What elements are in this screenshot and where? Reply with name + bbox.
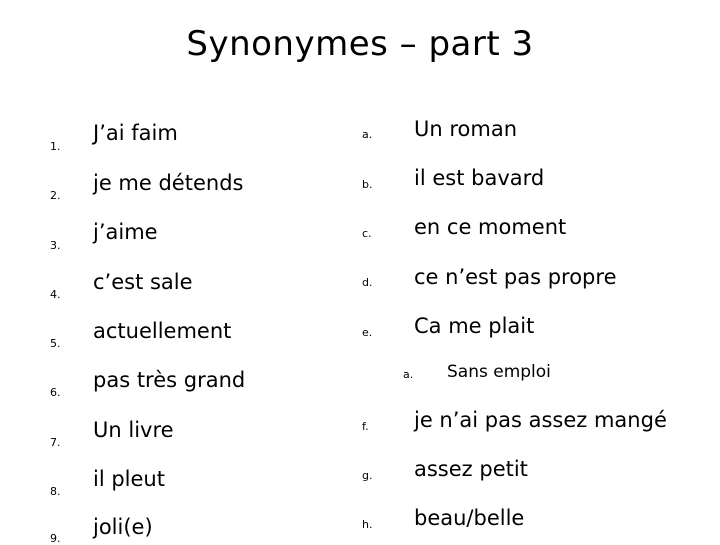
left-item-text: j’aime (93, 220, 158, 244)
left-item-text: joli(e) (93, 515, 153, 539)
right-item-text: il est bavard (414, 166, 545, 190)
right-item-letter: f. (362, 420, 369, 433)
right-item-letter: a. (403, 368, 414, 381)
right-item-letter: h. (362, 518, 373, 531)
right-item-letter: g. (362, 469, 373, 482)
left-item-number: 9. (50, 532, 61, 545)
right-item-letter: b. (362, 178, 373, 191)
left-item-text: pas très grand (93, 368, 246, 392)
right-item-text: beau/belle (414, 506, 525, 530)
left-item-text: je me détends (93, 171, 244, 195)
right-item-text: Un roman (414, 117, 518, 141)
left-item-number: 1. (50, 140, 61, 153)
right-item-text: je n’ai pas assez mangé (414, 408, 667, 432)
right-item-letter: c. (362, 227, 372, 240)
left-item-number: 7. (50, 436, 61, 449)
right-item-letter: e. (362, 326, 373, 339)
left-item-number: 6. (50, 386, 61, 399)
left-item-number: 8. (50, 485, 61, 498)
left-item-text: J’ai faim (93, 121, 178, 145)
left-item-text: Un livre (93, 418, 174, 442)
right-item-letter: d. (362, 276, 373, 289)
left-item-number: 3. (50, 239, 61, 252)
right-item-text: Sans emploi (447, 362, 551, 382)
right-item-letter: a. (362, 128, 373, 141)
right-item-text: assez petit (414, 457, 528, 481)
page-title: Synonymes – part 3 (186, 24, 534, 64)
left-item-text: il pleut (93, 467, 165, 491)
left-item-text: actuellement (93, 319, 232, 343)
left-item-number: 4. (50, 288, 61, 301)
right-item-text: Ca me plait (414, 314, 535, 338)
left-item-number: 2. (50, 189, 61, 202)
right-item-text: ce n’est pas propre (414, 265, 617, 289)
left-item-number: 5. (50, 337, 61, 350)
right-item-text: en ce moment (414, 215, 567, 239)
left-item-text: c’est sale (93, 270, 193, 294)
